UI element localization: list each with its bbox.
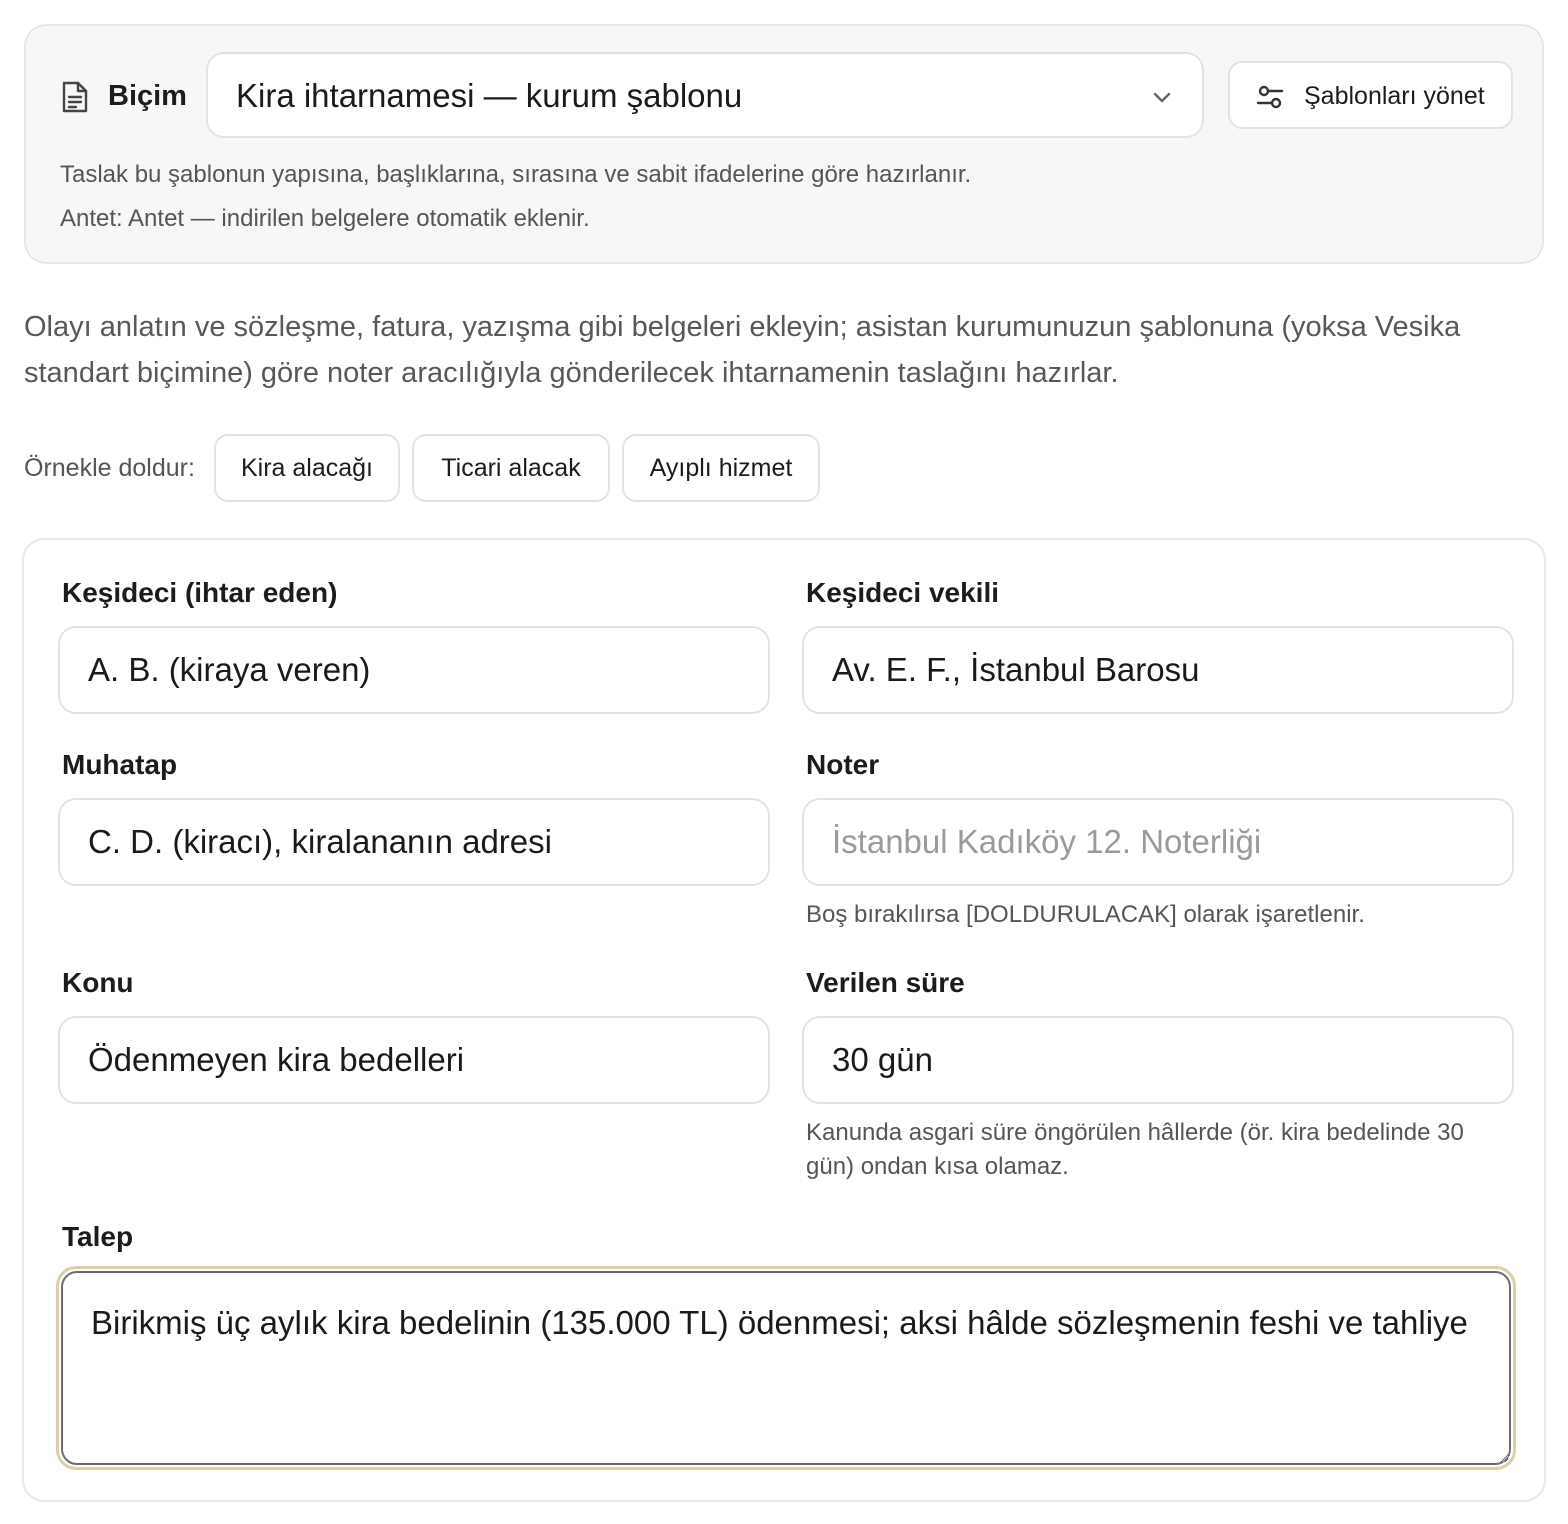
vekil-input[interactable]	[802, 626, 1514, 714]
manage-templates-button[interactable]	[1228, 61, 1513, 129]
template-select[interactable]	[206, 52, 1204, 138]
chevron-down-icon	[1150, 85, 1174, 109]
sure-help: Kanunda asgari süre öngörülen hâllerde (ör. kira bedelinde 30 gün) ondan kısa olamaz.	[806, 1119, 1464, 1180]
sliders-icon	[1256, 83, 1284, 111]
example-chip-kira[interactable]: Kira alacağı	[214, 434, 400, 502]
letterhead-hint: Antet: Antet — indirilen belgelere otomatik eklenir.	[60, 205, 590, 232]
talep-textarea[interactable]	[61, 1271, 1511, 1465]
noter-label: Noter	[806, 749, 880, 780]
sure-input[interactable]	[802, 1016, 1514, 1104]
muhatap-input[interactable]	[58, 798, 770, 886]
example-chip-ayipli[interactable]: Ayıplı hizmet	[622, 434, 820, 502]
format-card	[24, 24, 1544, 264]
manage-templates-label: Şablonları yönet	[1304, 82, 1485, 110]
sure-label: Verilen süre	[806, 967, 965, 998]
keside-input[interactable]	[58, 626, 770, 714]
talep-label: Talep	[62, 1221, 134, 1252]
document-icon	[60, 80, 90, 114]
vekil-label: Keşideci vekili	[806, 577, 1000, 608]
format-row	[26, 26, 1542, 166]
talep-focus-ring	[56, 1266, 1516, 1470]
muhatap-label: Muhatap	[62, 749, 178, 780]
notice-form	[22, 538, 1546, 1502]
template-select-value: Kira ihtarnamesi — kurum şablonu	[236, 77, 743, 114]
noter-input[interactable]	[802, 798, 1514, 886]
example-chip-ticari[interactable]: Ticari alacak	[412, 434, 610, 502]
keside-label: Keşideci (ihtar eden)	[62, 577, 338, 608]
noter-help: Boş bırakılırsa [DOLDURULACAK] olarak işaretlenir.	[806, 901, 1365, 928]
format-label: Biçim	[108, 80, 187, 112]
konu-input[interactable]	[58, 1016, 770, 1104]
example-fill-label: Örnekle doldur:	[24, 454, 195, 482]
format-hint: Taslak bu şablonun yapısına, başlıklarına, sırasına ve sabit ifadelerine göre hazırlanır.	[60, 161, 972, 188]
intro-text: Olayı anlatın ve sözleşme, fatura, yazışma gibi belgeleri ekleyin; asistan kurumunuzun şablonuna (yoksa Vesika standart biçimine) göre noter aracılığıyla gönderilecek ihtarnamenin taslağını hazırlar.	[24, 311, 1461, 389]
konu-label: Konu	[62, 967, 134, 998]
